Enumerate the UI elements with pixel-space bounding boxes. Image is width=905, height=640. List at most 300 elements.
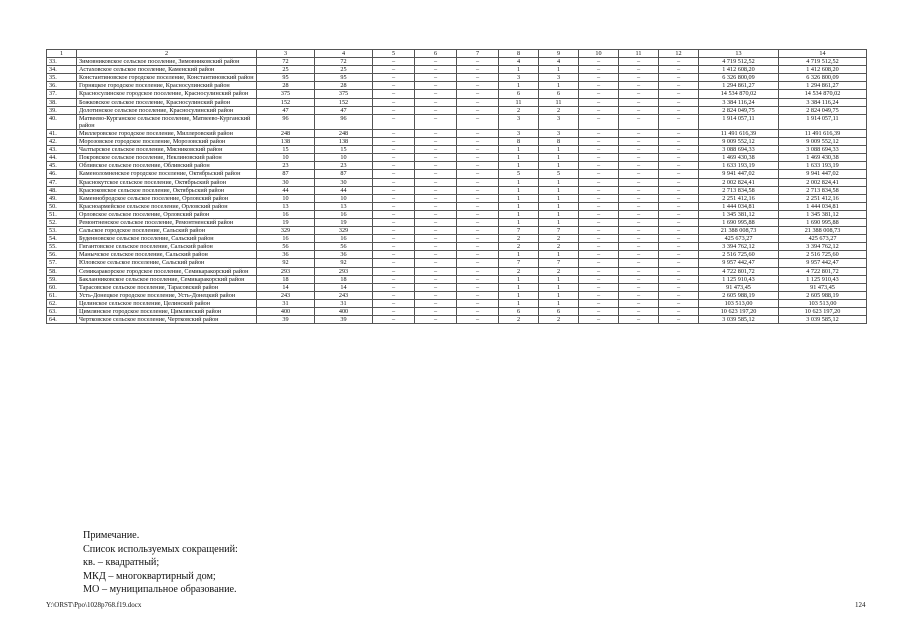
table-row: [47, 194, 867, 202]
cell-value: 6 326 800,09: [699, 74, 779, 82]
cell-value: –: [415, 114, 457, 129]
cell-value: 1: [499, 299, 539, 307]
cell-value: –: [579, 170, 619, 178]
cell-name: Орловское сельское поселение, Орловский район: [77, 210, 257, 218]
cell-number: 33.: [47, 58, 77, 66]
cell-value: 329: [257, 227, 315, 235]
cell-value: –: [457, 194, 499, 202]
cell-value: 7: [499, 259, 539, 267]
cell-number: 48.: [47, 186, 77, 194]
cell-value: –: [579, 106, 619, 114]
cell-value: 4 722 801,72: [699, 267, 779, 275]
cell-value: 6 326 800,09: [779, 74, 867, 82]
cell-value: –: [373, 243, 415, 251]
table-row: [47, 98, 867, 106]
cell-value: 95: [257, 74, 315, 82]
cell-value: 3: [539, 129, 579, 137]
cell-value: 4 722 801,72: [779, 267, 867, 275]
cell-value: –: [373, 74, 415, 82]
cell-value: –: [579, 178, 619, 186]
table-row: [47, 138, 867, 146]
cell-value: –: [457, 275, 499, 283]
table-row: [47, 243, 867, 251]
cell-value: 28: [257, 82, 315, 90]
cell-value: 47: [315, 106, 373, 114]
cell-value: –: [659, 227, 699, 235]
cell-value: 1: [539, 291, 579, 299]
note-heading: Примечание.: [83, 530, 140, 541]
cell-value: –: [373, 316, 415, 324]
cell-value: –: [415, 202, 457, 210]
cell-value: 5: [539, 170, 579, 178]
table-row: [47, 186, 867, 194]
cell-name: Морозовское городское поселение, Морозовский район: [77, 138, 257, 146]
cell-name: Бакланниковское сельское поселение, Семикаракорский район: [77, 275, 257, 283]
cell-number: 47.: [47, 178, 77, 186]
cell-value: –: [457, 283, 499, 291]
cell-value: 2 824 049,75: [779, 106, 867, 114]
note-item: МКД – многоквартирный дом;: [83, 570, 216, 582]
cell-name: Покровское сельское поселение, Неклиновский район: [77, 154, 257, 162]
cell-value: –: [579, 202, 619, 210]
cell-value: 91 473,45: [779, 283, 867, 291]
cell-value: –: [457, 202, 499, 210]
cell-value: 375: [257, 90, 315, 98]
cell-value: 21 388 008,73: [699, 227, 779, 235]
cell-value: –: [579, 146, 619, 154]
cell-value: –: [659, 146, 699, 154]
table-row: [47, 58, 867, 66]
cell-value: –: [415, 291, 457, 299]
cell-value: –: [579, 299, 619, 307]
table-row: [47, 235, 867, 243]
cell-value: 1: [539, 202, 579, 210]
cell-value: –: [619, 283, 659, 291]
cell-value: –: [373, 178, 415, 186]
cell-value: –: [415, 194, 457, 202]
cell-value: 248: [257, 129, 315, 137]
table-row: [47, 114, 867, 129]
cell-value: –: [415, 227, 457, 235]
cell-value: –: [659, 170, 699, 178]
cell-value: 11 491 616,39: [779, 129, 867, 137]
cell-value: 1: [539, 275, 579, 283]
cell-value: 1: [499, 275, 539, 283]
cell-value: –: [415, 170, 457, 178]
cell-name: Чертковское сельское поселение, Чертковский район: [77, 316, 257, 324]
cell-number: 35.: [47, 74, 77, 82]
cell-number: 57.: [47, 259, 77, 267]
table-row: [47, 218, 867, 226]
cell-value: 1: [539, 66, 579, 74]
cell-value: –: [659, 218, 699, 226]
cell-value: –: [579, 186, 619, 194]
cell-value: –: [579, 114, 619, 129]
cell-value: 1 690 995,88: [699, 218, 779, 226]
cell-value: 16: [257, 210, 315, 218]
cell-value: –: [457, 58, 499, 66]
cell-value: –: [415, 138, 457, 146]
cell-value: 1 914 057,11: [779, 114, 867, 129]
cell-value: –: [457, 146, 499, 154]
table-row: [47, 162, 867, 170]
cell-value: 425 673,27: [699, 235, 779, 243]
cell-value: –: [619, 82, 659, 90]
cell-value: 18: [315, 275, 373, 283]
cell-value: 1: [499, 194, 539, 202]
cell-value: –: [659, 98, 699, 106]
cell-value: –: [659, 82, 699, 90]
cell-value: –: [619, 186, 659, 194]
cell-value: –: [415, 66, 457, 74]
table-row: [47, 154, 867, 162]
cell-value: –: [619, 218, 659, 226]
cell-name: Тарасовское сельское поселение, Тарасовский район: [77, 283, 257, 291]
cell-value: –: [579, 210, 619, 218]
cell-value: –: [579, 66, 619, 74]
cell-number: 37.: [47, 90, 77, 98]
cell-value: –: [457, 66, 499, 74]
cell-value: 2 605 988,19: [699, 291, 779, 299]
table-row: [47, 251, 867, 259]
cell-number: 63.: [47, 308, 77, 316]
cell-value: –: [373, 186, 415, 194]
cell-value: –: [659, 275, 699, 283]
cell-value: 103 513,00: [699, 299, 779, 307]
cell-value: 1: [539, 178, 579, 186]
cell-value: 2: [539, 316, 579, 324]
cell-value: 248: [315, 129, 373, 137]
cell-value: –: [619, 146, 659, 154]
cell-number: 36.: [47, 82, 77, 90]
cell-value: 15: [257, 146, 315, 154]
cell-value: 31: [315, 299, 373, 307]
cell-name: Сальское городское поселение, Сальский район: [77, 227, 257, 235]
cell-number: 64.: [47, 316, 77, 324]
cell-value: 1: [499, 178, 539, 186]
cell-value: 2: [499, 267, 539, 275]
cell-value: 3 039 585,12: [779, 316, 867, 324]
cell-value: 11 491 616,39: [699, 129, 779, 137]
note-item: кв. – квадратный;: [83, 557, 160, 568]
cell-value: 1: [539, 194, 579, 202]
cell-value: –: [415, 316, 457, 324]
cell-value: 36: [315, 251, 373, 259]
cell-value: –: [373, 291, 415, 299]
cell-value: 1: [499, 283, 539, 291]
cell-value: 152: [257, 98, 315, 106]
cell-value: –: [619, 235, 659, 243]
cell-value: –: [619, 210, 659, 218]
cell-value: –: [457, 267, 499, 275]
cell-value: 1 345 381,12: [779, 210, 867, 218]
cell-name: Ремонтненское сельское поселение, Ремонтненский район: [77, 218, 257, 226]
cell-value: –: [373, 82, 415, 90]
cell-number: 40.: [47, 114, 77, 129]
table-row: [47, 275, 867, 283]
cell-value: –: [619, 74, 659, 82]
cell-number: 41.: [47, 129, 77, 137]
cell-value: –: [659, 308, 699, 316]
cell-value: 243: [257, 291, 315, 299]
cell-value: 2 516 725,60: [699, 251, 779, 259]
cell-value: –: [619, 162, 659, 170]
table-row: [47, 299, 867, 307]
cell-value: –: [457, 106, 499, 114]
cell-value: 3: [539, 74, 579, 82]
cell-value: 293: [257, 267, 315, 275]
cell-value: 11: [499, 98, 539, 106]
column-header: 2: [77, 50, 257, 58]
cell-value: –: [373, 146, 415, 154]
cell-value: –: [415, 267, 457, 275]
cell-value: –: [659, 66, 699, 74]
cell-value: –: [579, 259, 619, 267]
cell-value: –: [457, 162, 499, 170]
cell-value: 4 719 512,52: [779, 58, 867, 66]
cell-name: Цимлянское городское поселение, Цимлянский район: [77, 308, 257, 316]
cell-value: 72: [315, 58, 373, 66]
cell-value: 16: [257, 235, 315, 243]
cell-value: 2 713 834,58: [779, 186, 867, 194]
cell-value: –: [457, 74, 499, 82]
cell-value: 56: [257, 243, 315, 251]
cell-name: Астаховское сельское поселение, Каменский район: [77, 66, 257, 74]
cell-value: –: [457, 291, 499, 299]
cell-value: 23: [257, 162, 315, 170]
cell-number: 49.: [47, 194, 77, 202]
cell-value: –: [619, 154, 659, 162]
cell-value: 14 534 870,02: [779, 90, 867, 98]
cell-value: –: [373, 210, 415, 218]
cell-value: –: [659, 243, 699, 251]
cell-number: 45.: [47, 162, 77, 170]
cell-value: –: [659, 162, 699, 170]
cell-value: –: [373, 218, 415, 226]
note-block: [83, 529, 238, 597]
cell-name: Гигантовское сельское поселение, Сальский район: [77, 243, 257, 251]
cell-value: –: [619, 178, 659, 186]
cell-value: –: [579, 162, 619, 170]
cell-number: 59.: [47, 275, 77, 283]
cell-value: –: [457, 178, 499, 186]
cell-value: –: [619, 316, 659, 324]
cell-value: 39: [257, 316, 315, 324]
cell-value: –: [457, 90, 499, 98]
cell-value: –: [457, 243, 499, 251]
cell-value: 293: [315, 267, 373, 275]
cell-value: –: [457, 98, 499, 106]
cell-value: –: [373, 138, 415, 146]
cell-value: 1 914 057,11: [699, 114, 779, 129]
cell-value: 2: [499, 316, 539, 324]
column-header: 6: [415, 50, 457, 58]
cell-value: –: [457, 138, 499, 146]
cell-value: –: [579, 129, 619, 137]
cell-value: 329: [315, 227, 373, 235]
cell-value: 2: [499, 106, 539, 114]
cell-value: –: [659, 114, 699, 129]
cell-value: –: [579, 58, 619, 66]
cell-value: 1: [499, 82, 539, 90]
cell-value: –: [373, 129, 415, 137]
cell-value: –: [579, 227, 619, 235]
cell-name: Красюковское сельское поселение, Октябрьский район: [77, 186, 257, 194]
footer-file-path: Y:\ORST\Ppo\1028p768.f19.docx: [46, 601, 142, 609]
cell-value: –: [415, 259, 457, 267]
cell-value: –: [579, 218, 619, 226]
cell-value: 19: [257, 218, 315, 226]
cell-value: –: [619, 138, 659, 146]
cell-value: –: [415, 235, 457, 243]
cell-value: –: [457, 210, 499, 218]
cell-value: –: [457, 308, 499, 316]
column-header: 13: [699, 50, 779, 58]
cell-value: –: [415, 186, 457, 194]
cell-value: –: [415, 218, 457, 226]
cell-value: 1 294 861,27: [779, 82, 867, 90]
cell-value: –: [415, 299, 457, 307]
cell-number: 62.: [47, 299, 77, 307]
cell-value: 2: [499, 235, 539, 243]
cell-value: 2: [539, 235, 579, 243]
cell-number: 38.: [47, 98, 77, 106]
cell-value: –: [619, 58, 659, 66]
cell-value: –: [373, 90, 415, 98]
table-row: [47, 316, 867, 324]
cell-value: –: [579, 316, 619, 324]
column-header: 9: [539, 50, 579, 58]
cell-value: 2: [539, 106, 579, 114]
table-row: [47, 267, 867, 275]
cell-number: 46.: [47, 170, 77, 178]
cell-value: 1 469 430,38: [779, 154, 867, 162]
cell-value: 1 412 608,20: [699, 66, 779, 74]
cell-value: 31: [257, 299, 315, 307]
table-row: [47, 82, 867, 90]
cell-value: 16: [315, 235, 373, 243]
cell-value: –: [619, 194, 659, 202]
cell-value: 3 384 116,24: [779, 98, 867, 106]
cell-value: 96: [315, 114, 373, 129]
cell-value: –: [579, 194, 619, 202]
cell-name: Красноармейское сельское поселение, Орловский район: [77, 202, 257, 210]
cell-value: –: [619, 98, 659, 106]
column-header: 1: [47, 50, 77, 58]
cell-value: 1: [499, 291, 539, 299]
cell-value: 1 125 910,43: [699, 275, 779, 283]
header-row: [47, 50, 867, 58]
cell-value: 1 444 034,81: [699, 202, 779, 210]
cell-value: –: [619, 106, 659, 114]
cell-number: 53.: [47, 227, 77, 235]
cell-value: –: [659, 210, 699, 218]
cell-name: Каменнобродское сельское поселение, Орловский район: [77, 194, 257, 202]
cell-value: 6: [499, 90, 539, 98]
cell-value: –: [457, 154, 499, 162]
cell-value: 1: [539, 154, 579, 162]
column-header: 7: [457, 50, 499, 58]
cell-value: –: [659, 186, 699, 194]
cell-value: –: [659, 106, 699, 114]
cell-value: –: [457, 114, 499, 129]
cell-value: –: [373, 98, 415, 106]
cell-value: 1: [499, 162, 539, 170]
cell-value: –: [659, 259, 699, 267]
cell-value: 2 251 412,16: [699, 194, 779, 202]
column-header: 3: [257, 50, 315, 58]
cell-name: Красносулинское городское поселение, Красносулинский район: [77, 90, 257, 98]
cell-value: –: [373, 154, 415, 162]
cell-value: –: [579, 283, 619, 291]
footer-page-number: 124: [855, 601, 866, 609]
cell-value: 2 516 725,60: [779, 251, 867, 259]
cell-number: 43.: [47, 146, 77, 154]
cell-value: 1: [539, 283, 579, 291]
column-header: 10: [579, 50, 619, 58]
cell-value: –: [619, 243, 659, 251]
cell-value: –: [457, 259, 499, 267]
cell-value: –: [457, 82, 499, 90]
cell-value: 9 941 447,02: [699, 170, 779, 178]
cell-value: 7: [539, 259, 579, 267]
cell-value: –: [579, 243, 619, 251]
cell-value: –: [659, 251, 699, 259]
cell-value: 400: [315, 308, 373, 316]
cell-value: 1: [499, 146, 539, 154]
cell-number: 56.: [47, 251, 77, 259]
cell-value: 1 690 995,88: [779, 218, 867, 226]
cell-value: 72: [257, 58, 315, 66]
cell-value: 1 469 430,38: [699, 154, 779, 162]
cell-value: –: [415, 162, 457, 170]
cell-value: 30: [257, 178, 315, 186]
cell-value: 1: [539, 82, 579, 90]
cell-value: –: [659, 291, 699, 299]
cell-value: –: [415, 283, 457, 291]
cell-value: 10: [315, 194, 373, 202]
table-row: [47, 283, 867, 291]
cell-value: 36: [257, 251, 315, 259]
cell-name: Манычское сельское поселение, Сальский район: [77, 251, 257, 259]
cell-value: –: [579, 308, 619, 316]
cell-value: 11: [539, 98, 579, 106]
cell-value: –: [415, 74, 457, 82]
cell-value: 1: [539, 299, 579, 307]
cell-value: –: [415, 58, 457, 66]
cell-value: 1 412 608,20: [779, 66, 867, 74]
cell-value: 2 002 824,41: [779, 178, 867, 186]
cell-name: Семикаракорское городское поселение, Семикаракорский район: [77, 267, 257, 275]
cell-value: –: [373, 275, 415, 283]
cell-value: 2 824 049,75: [699, 106, 779, 114]
cell-name: Горняцкое городское поселение, Красносулинский район: [77, 82, 257, 90]
cell-value: –: [659, 74, 699, 82]
cell-number: 55.: [47, 243, 77, 251]
column-header: 5: [373, 50, 415, 58]
cell-value: –: [373, 251, 415, 259]
cell-value: –: [457, 227, 499, 235]
cell-value: 14 534 870,02: [699, 90, 779, 98]
cell-value: 10: [315, 154, 373, 162]
cell-value: –: [415, 90, 457, 98]
cell-value: –: [659, 138, 699, 146]
cell-number: 50.: [47, 202, 77, 210]
cell-value: –: [415, 275, 457, 283]
cell-name: Константиновское городское поселение, Константиновский район: [77, 74, 257, 82]
table-row: [47, 74, 867, 82]
cell-value: –: [415, 82, 457, 90]
